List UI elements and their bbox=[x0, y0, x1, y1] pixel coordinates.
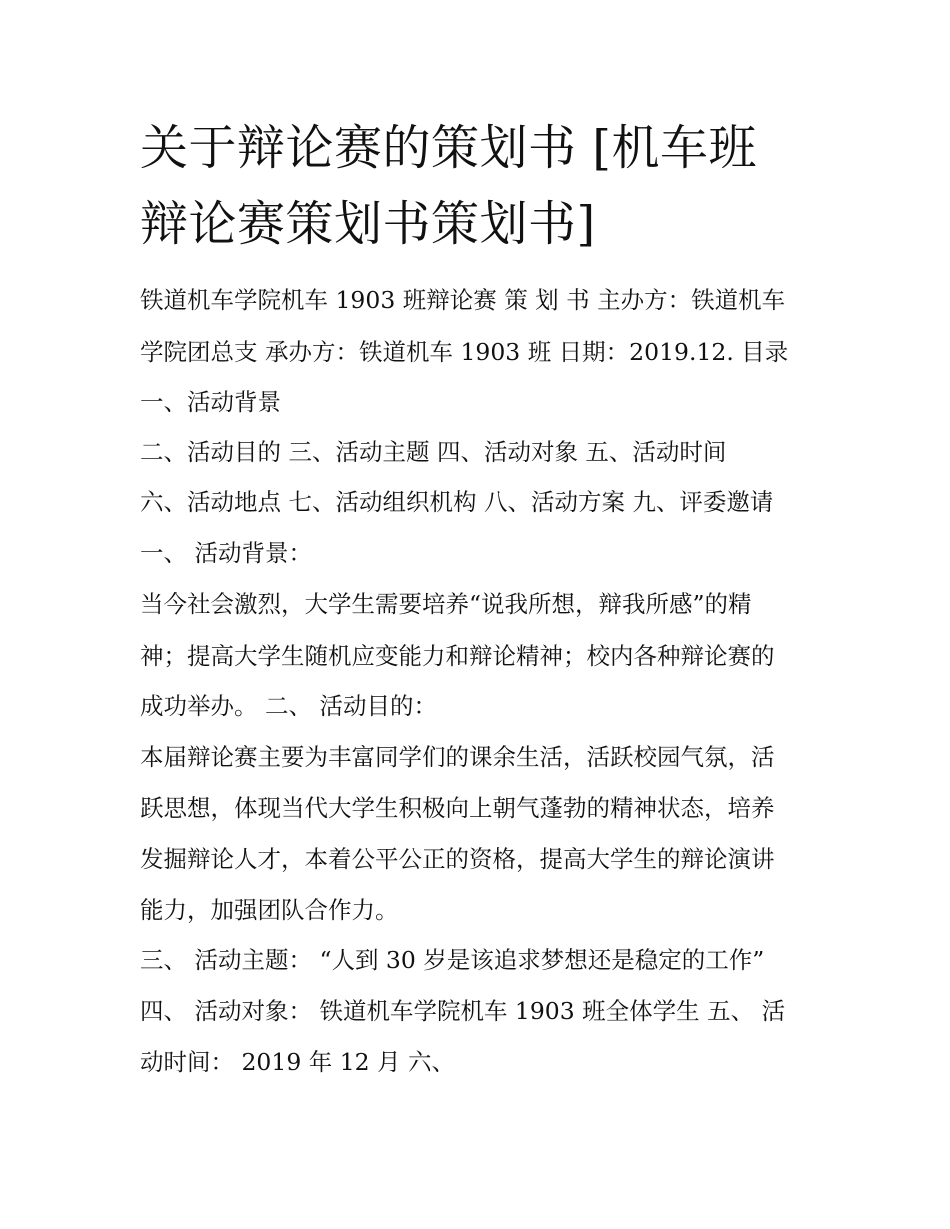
body-line-5: 六、活动地点 七、活动组织机构 八、活动方案 九、评委邀请 bbox=[140, 488, 774, 516]
body-line-11: 跃思想，体现当代大学生积极向上朝气蓬勃的精神状态，培养 bbox=[140, 794, 775, 822]
body-line-12: 发掘辩论人才，本着公平公正的资格，提高大学生的辩论演讲 bbox=[140, 845, 775, 873]
body-line-14: 三、 活动主题： “人到 30 岁是该追求梦想还是稳定的工作” bbox=[140, 946, 765, 974]
body-line-10: 本届辩论赛主要为丰富同学们的课余生活，活跃校园气氛，活 bbox=[140, 743, 775, 771]
body-line-8: 神；提高大学生随机应变能力和辩论精神；校内各种辩论赛的 bbox=[140, 642, 775, 670]
body-line-16: 动时间： 2019 年 12 月 六、 bbox=[140, 1048, 456, 1076]
body-line-1: 铁道机车学院机车 1903 班辩论赛 策 划 书 主办方：铁道机车 bbox=[140, 286, 786, 314]
body-line-15: 四、 活动对象： 铁道机车学院机车 1903 班全体学生 五、 活 bbox=[140, 997, 786, 1025]
body-line-7: 当今社会激烈，大学生需要培养“说我所想，辩我所感”的精 bbox=[140, 590, 752, 618]
body-line-4: 二、活动目的 三、活动主题 四、活动对象 五、活动时间 bbox=[140, 438, 727, 466]
body-line-9: 成功举办。 二、 活动目的： bbox=[140, 692, 437, 720]
body-line-2: 学院团总支 承办方：铁道机车 1903 班 日期：2019.12. 目录 bbox=[140, 338, 789, 366]
body-line-13: 能力，加强团队合作力。 bbox=[140, 896, 399, 924]
title-line-2: 辩论赛策划书策划书] bbox=[140, 196, 596, 252]
body-line-6: 一、 活动背景： bbox=[140, 539, 312, 567]
body-line-3: 一、活动背景 bbox=[140, 388, 281, 416]
document-title bbox=[140, 110, 830, 262]
title-line-1: 关于辩论赛的策划书 [机车班 bbox=[140, 120, 757, 176]
